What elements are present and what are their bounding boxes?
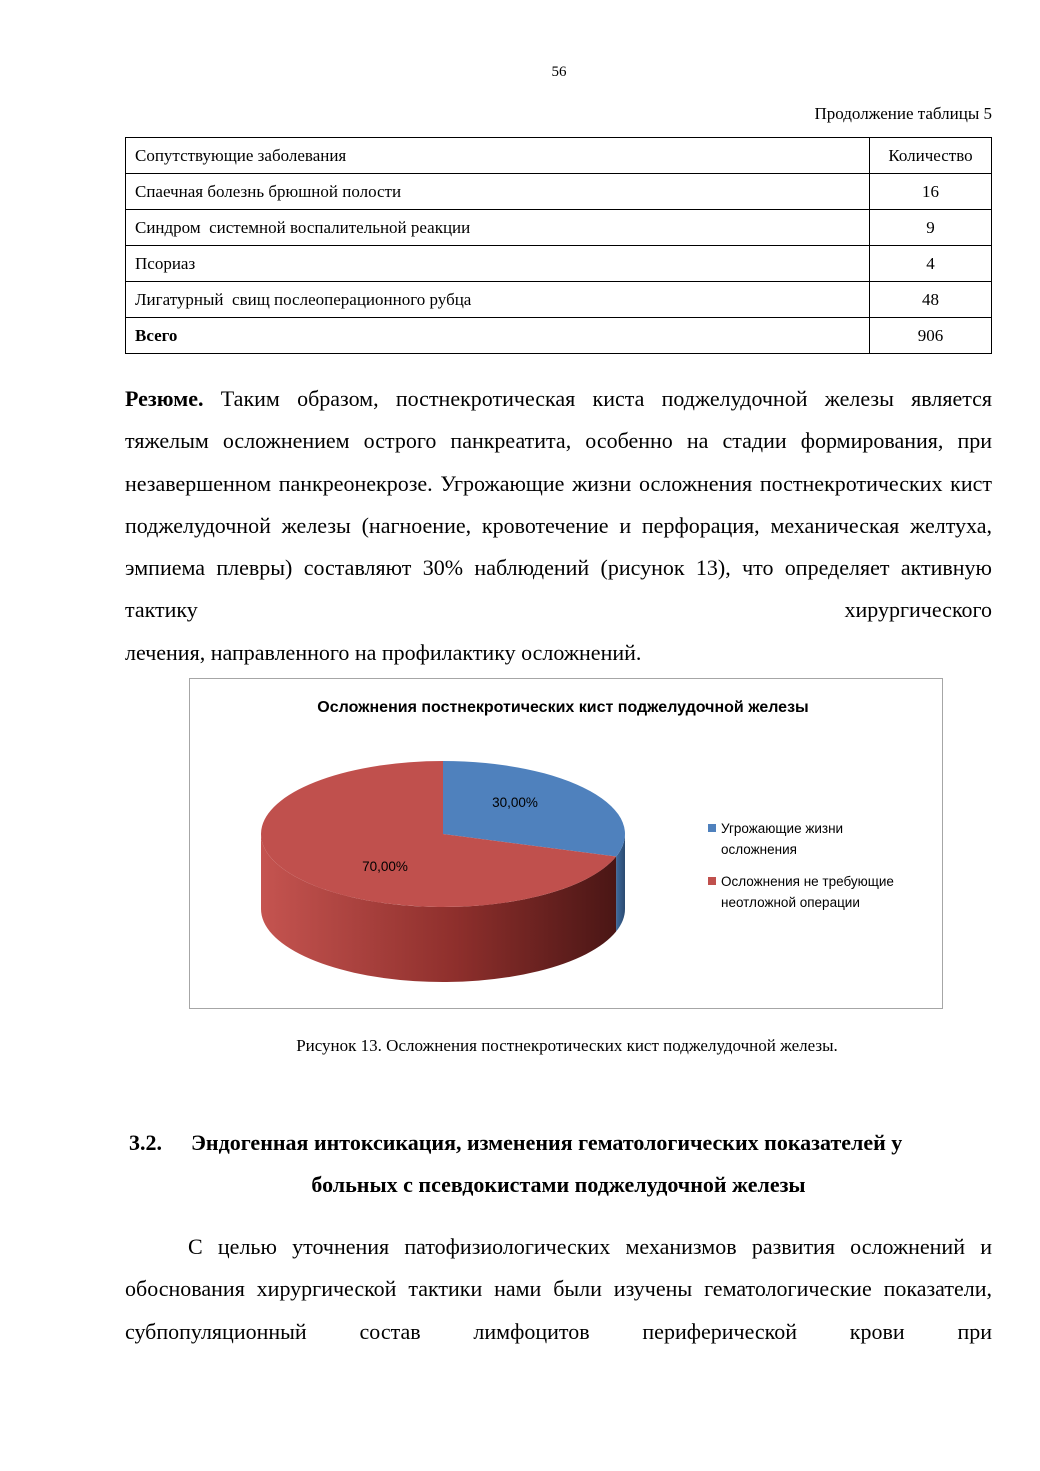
pie-data-label-0: 30,00% <box>492 795 538 810</box>
total-qty-cell: 906 <box>870 318 992 354</box>
resume-paragraph <box>125 378 992 674</box>
section-title-line1: Эндогенная интоксикация, изменения гематологических показателей у <box>191 1130 903 1155</box>
row-qty-cell: 4 <box>870 246 992 282</box>
body-paragraph <box>125 1226 992 1353</box>
resume-lead: Резюме. <box>125 386 204 411</box>
row-name-cell: Спаечная болезнь брюшной полости <box>126 174 870 210</box>
table-total-row <box>126 318 992 354</box>
table-row <box>126 174 992 210</box>
section-number: 3.2. <box>129 1130 162 1155</box>
pie-chart-frame <box>189 678 943 1009</box>
resume-text: Таким образом, постнекротическая киста поджелудочной железы является тяжелым осложнением острого панкреатита, особенно на стадии формирования, при незавершенном панкреонекрозе. Угрожающие жизни осложнения постнекротических кист поджелудочной железы (нагноение, кровотечение и перфорация, механическая желтуха, эмпиема плевры) составляют 30% наблюдений (рисунок 13), что определяет активную тактику хирургического <box>125 386 992 623</box>
row-name-cell: Лигатурный свищ послеоперационного рубца <box>126 282 870 318</box>
table-row <box>126 282 992 318</box>
chart-title: Осложнения постнекротических кист поджелудочной железы <box>317 699 809 716</box>
row-qty-cell: 48 <box>870 282 992 318</box>
row-name-cell: Псориаз <box>126 246 870 282</box>
pie-data-label-1: 70,00% <box>362 859 408 874</box>
page-number: 56 <box>551 64 567 80</box>
header-name-cell: Сопутствующие заболевания <box>126 138 870 174</box>
table-header-row <box>126 138 992 174</box>
figure-caption: Рисунок 13. Осложнения постнекротических кист поджелудочной железы. <box>296 1036 838 1055</box>
row-name-cell: Синдром системной воспалительной реакции <box>126 210 870 246</box>
pie-chart <box>190 679 944 1010</box>
row-qty-cell: 9 <box>870 210 992 246</box>
table-caption: Продолжение таблицы 5 <box>814 104 992 123</box>
legend-swatch-threatening <box>708 824 716 832</box>
total-name-cell: Всего <box>126 318 870 354</box>
comorbidities-table <box>125 137 992 354</box>
legend-label-threatening-line2: осложнения <box>721 842 797 857</box>
row-qty-cell: 16 <box>870 174 992 210</box>
legend-swatch-nonurgent <box>708 877 716 885</box>
legend-label-threatening-line1: Угрожающие жизни <box>721 821 844 836</box>
table-row <box>126 210 992 246</box>
section-title-line2: больных с псевдокистами поджелудочной железы <box>311 1172 806 1197</box>
body-paragraph-text: С целью уточнения патофизиологических механизмов развития осложнений и обоснования хирургической тактики нами были изучены гематологические показатели, субпопуляционный состав лимфоцитов периферической крови при <box>125 1234 992 1344</box>
legend-label-nonurgent-line1: Осложнения не требующие <box>721 874 894 889</box>
legend-label-nonurgent-line2: неотложной операции <box>721 895 860 910</box>
resume-last-line: лечения, направленного на профилактику осложнений. <box>125 639 642 665</box>
header-qty-cell: Количество <box>870 138 992 174</box>
table-row <box>126 246 992 282</box>
